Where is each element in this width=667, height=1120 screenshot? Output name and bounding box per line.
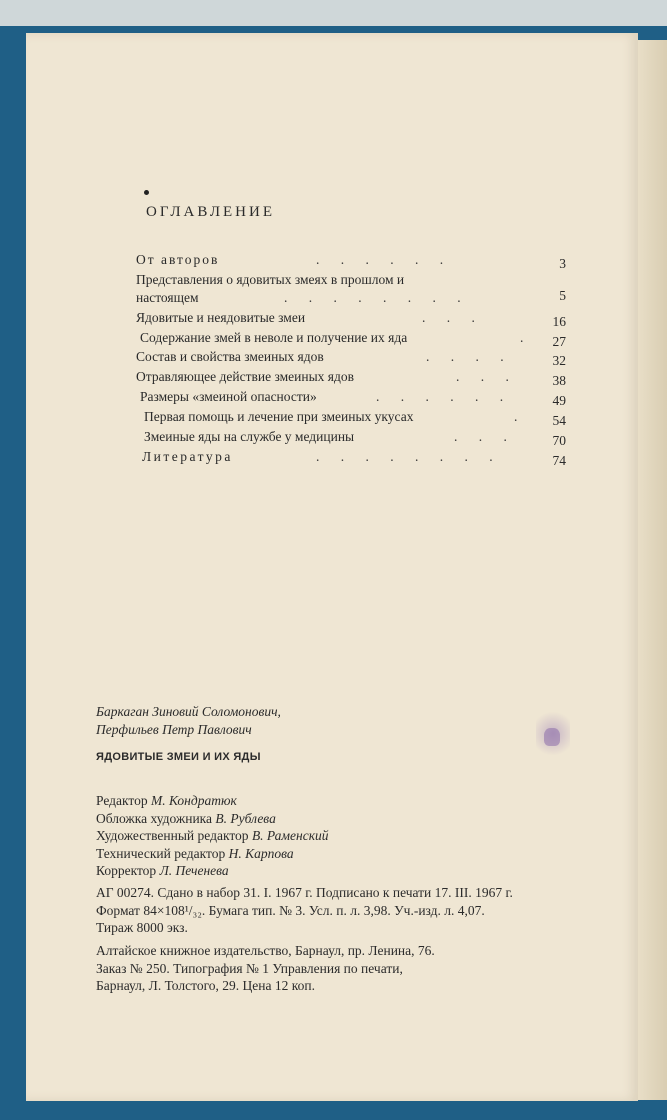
staff-line bbox=[96, 810, 329, 828]
book-title: ЯДОВИТЫЕ ЗМЕИ И ИХ ЯДЫ bbox=[96, 751, 261, 763]
print-imprint bbox=[96, 884, 513, 937]
toc-entry-title: Состав и свойства змеиных ядов bbox=[136, 349, 324, 364]
toc-entry bbox=[136, 330, 566, 350]
toc-entry-page: 16 bbox=[552, 314, 566, 329]
toc-entry-title: Змеиные яды на службе у медицины bbox=[144, 429, 355, 444]
publisher-line: Барнаул, Л. Толстого, 29. Цена 12 коп. bbox=[96, 978, 315, 993]
toc-entry bbox=[136, 310, 566, 330]
staff-name: В. Раменский bbox=[251, 828, 329, 843]
toc-entry-title: Ядовитые и неядовитые змеи bbox=[136, 310, 306, 325]
library-stamp-mark bbox=[544, 728, 560, 746]
publisher-info bbox=[96, 942, 435, 995]
staff-role: Корректор bbox=[96, 863, 157, 878]
staff-role: Обложка художника bbox=[96, 810, 213, 826]
toc-entry-page: 74 bbox=[552, 453, 566, 468]
toc-entry-title: Размеры «змеиной опасности» bbox=[140, 389, 317, 404]
toc-entry-page: 5 bbox=[559, 288, 566, 303]
leader-dots: . . . bbox=[456, 369, 518, 384]
toc-entry-page: 3 bbox=[559, 256, 566, 271]
toc-entry bbox=[136, 429, 566, 449]
editorial-staff bbox=[96, 792, 329, 880]
staff-line bbox=[96, 827, 329, 845]
imprint-line: Формат 84×108¹/₃₂. Бумага тип. № 3. Усл. п. л. 3,98. Уч.-изд. л. 4,07. bbox=[96, 902, 485, 918]
leader-dots: . . . bbox=[422, 310, 484, 325]
toc-entry-title-continued: настоящем bbox=[136, 290, 199, 305]
author-line: Перфильев Петр Павлович bbox=[96, 722, 252, 737]
author-names bbox=[96, 703, 281, 739]
staff-name: Л. Печенева bbox=[159, 863, 229, 878]
leader-dots: . bbox=[514, 409, 527, 424]
staff-role: Художественный редактор bbox=[96, 828, 249, 843]
staff-name: М. Кондратюк bbox=[150, 793, 237, 808]
imprint-line: Тираж 8000 экз. bbox=[96, 920, 188, 935]
book-page bbox=[26, 33, 638, 1101]
toc-entry-page: 49 bbox=[552, 393, 566, 408]
toc-entry-page: 32 bbox=[552, 353, 566, 368]
toc-entry bbox=[136, 389, 566, 409]
leader-dots: . . . . . . bbox=[316, 252, 453, 267]
ink-speck bbox=[144, 190, 149, 195]
staff-name: В. Рублева bbox=[215, 810, 276, 826]
toc-entry bbox=[136, 252, 566, 272]
toc-entry bbox=[136, 349, 566, 369]
publisher-line: Заказ № 250. Типография № 1 Управления по печати, bbox=[96, 960, 403, 976]
staff-line bbox=[96, 862, 329, 880]
leader-dots: . . . . bbox=[426, 349, 513, 364]
toc-entry-title: Представления о ядовитых змеях в прошлом и bbox=[136, 272, 405, 287]
toc-title: ОГЛАВЛЕНИЕ bbox=[146, 204, 275, 220]
author-line: Баркаган Зиновий Соломонович, bbox=[96, 704, 281, 719]
toc-entry-title: Литература bbox=[142, 449, 233, 464]
imprint-line: АГ 00274. Сдано в набор 31. I. 1967 г. Подписано к печати 17. III. 1967 г. bbox=[96, 885, 513, 900]
toc-entry-page: 38 bbox=[552, 373, 566, 388]
staff-line bbox=[96, 792, 329, 810]
leader-dots: . bbox=[520, 330, 533, 345]
scan-background-top bbox=[0, 0, 667, 26]
leader-dots: . . . . . . . . bbox=[284, 290, 470, 305]
toc-entry-title: Содержание змей в неволе и получение их яда bbox=[140, 330, 408, 345]
leader-dots: . . . bbox=[454, 429, 516, 444]
staff-role: Технический редактор bbox=[96, 845, 226, 861]
toc-entry-title: Отравляющее действие змеиных ядов bbox=[136, 369, 355, 384]
toc-entry-page: 70 bbox=[552, 433, 566, 448]
publisher-line: Алтайское книжное издательство, Барнаул, пр. Ленина, 76. bbox=[96, 943, 435, 958]
staff-role: Редактор bbox=[96, 793, 148, 808]
toc-entry bbox=[136, 369, 566, 389]
toc-entry-page: 54 bbox=[552, 413, 566, 428]
staff-line bbox=[96, 845, 329, 863]
toc-entry-title: От авторов bbox=[136, 252, 220, 267]
toc-entry bbox=[136, 409, 566, 429]
leader-dots: . . . . . . . . bbox=[316, 449, 502, 464]
toc-entry-title: Первая помощь и лечение при змеиных укусах bbox=[144, 409, 414, 424]
staff-name: Н. Карпова bbox=[228, 845, 294, 861]
toc-entry bbox=[136, 449, 566, 469]
toc-entry-page: 27 bbox=[552, 334, 566, 349]
leader-dots: . . . . . . bbox=[376, 389, 513, 404]
toc-entry bbox=[136, 272, 566, 304]
